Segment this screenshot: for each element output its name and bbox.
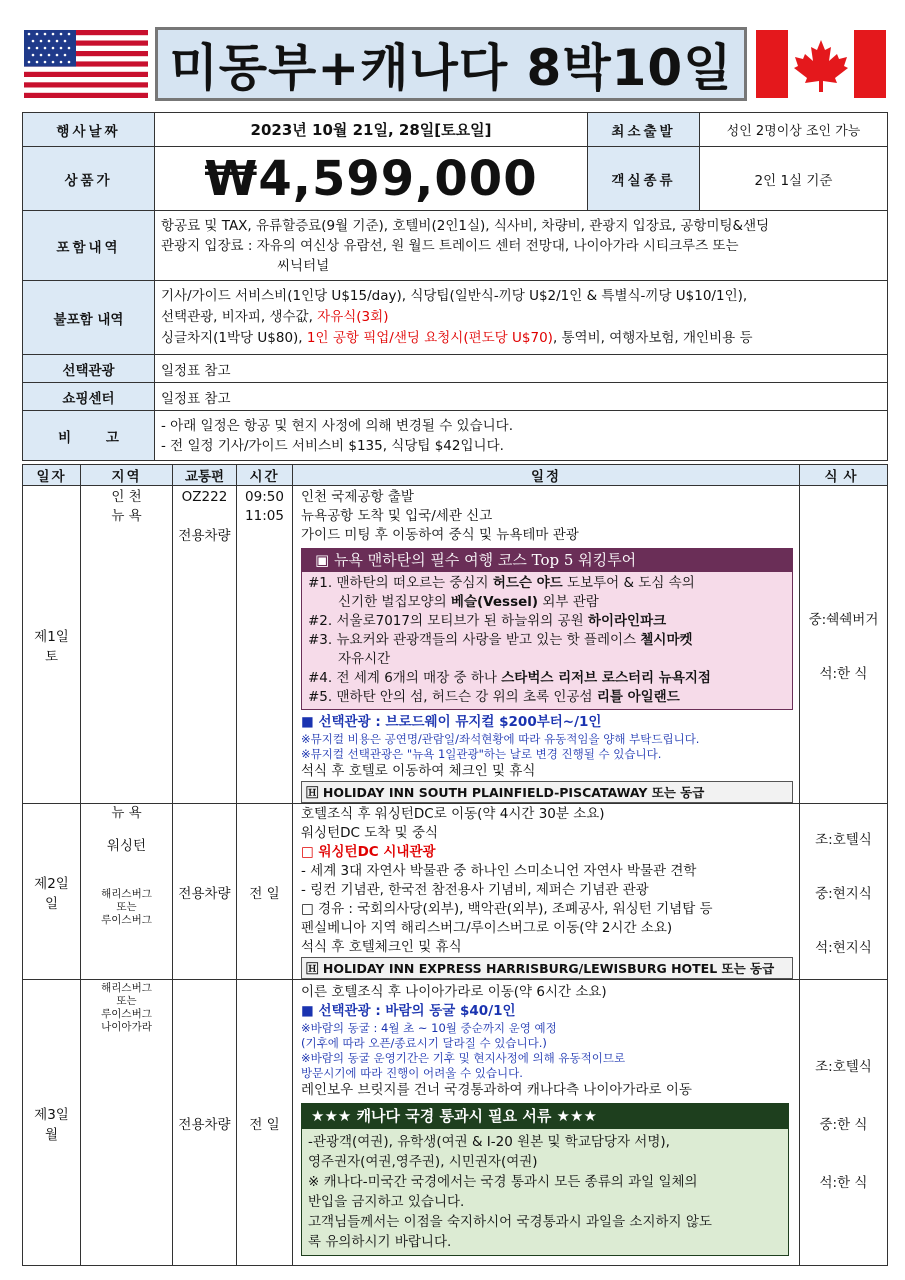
note-line: - 아래 일정은 항공 및 현지 사정에 의해 변경될 수 있습니다. <box>161 417 514 434</box>
day-row <box>23 486 888 804</box>
tour-item <box>308 669 786 688</box>
tour-text: #1. 맨하탄의 떠오르는 중심지 <box>308 575 493 591</box>
flight-number: OZ222 <box>181 489 228 505</box>
tour-item: 자유시간 <box>338 651 391 667</box>
excluded-highlight: 자유식(3회) <box>317 309 389 325</box>
included-line: 관광지 입장료 : 자유의 여신상 유람선, 원 월드 트레이드 센터 전망대, 나이아가라 시티크루즈 또는 <box>161 237 739 254</box>
day-row <box>23 804 888 980</box>
included-line: 씨닉터널 <box>277 257 330 274</box>
tour-text: #5. 맨하탄 안의 섬, 허드슨 강 위의 초록 인공섬 <box>308 689 597 705</box>
itinerary-line: 이른 호텔조식 후 나이아가라로 이동(약 6시간 소요) <box>301 984 607 1000</box>
schedule-table <box>22 464 888 1266</box>
time-cell <box>237 804 293 980</box>
small-note: ※뮤지컬 선택관광은 "뉴욕 1일관광"하는 날로 변경 진행될 수 있습니다. <box>301 747 662 761</box>
region-small: 루이스버그 <box>101 1008 152 1020</box>
excluded-text: 선택관광, 비자피, 생수값, <box>161 309 318 325</box>
meal: 중:쉑쉑버거 <box>808 611 879 628</box>
product-info-table <box>22 112 888 461</box>
small-note: 방문시기에 따라 진행이 어려울 수 있습니다. <box>301 1066 523 1080</box>
excluded-content <box>155 281 888 355</box>
border-documents-title: ★★★ 캐나다 국경 통과시 필요 서류 ★★★ <box>301 1103 789 1128</box>
region-cell <box>81 486 173 804</box>
itinerary-line: 뉴욕공항 도착 및 입국/세관 신고 <box>301 508 493 524</box>
excluded-line: 기사/가이드 서비스비(1인당 U$15/day), 식당팁(일반식-끼당 U$2/1인 & 특별식-끼당 U$10/1인), <box>161 288 748 304</box>
note-line: - 전 일정 기사/가이드 서비스비 $135, 식당팁 $42입니다. <box>161 437 504 454</box>
region-small: 또는 <box>116 995 137 1007</box>
header-day: 일자 <box>23 465 81 486</box>
included-label: 포함내역 <box>23 211 155 281</box>
meal: 석:한 식 <box>819 1174 868 1191</box>
itinerary-line: - 세계 3대 자연사 박물관 중 하나인 스미소니언 자연사 박물관 견학 <box>301 863 697 879</box>
excluded-line <box>161 328 881 349</box>
itinerary-line: - 링컨 기념관, 한국전 참전용사 기념비, 제퍼슨 기념관 관광 <box>301 882 649 898</box>
walking-tour-title: ▣ 뉴욕 맨하탄의 필수 여행 코스 Top 5 워킹투어 <box>301 548 793 571</box>
header <box>0 0 905 110</box>
small-note: ※바람의 동굴 운영기간은 기후 및 현지사정에 의해 유동적이므로 <box>301 1051 626 1065</box>
documents-line: -관광객(여권), 유학생(여권 & I-20 원본 및 학교담당자 서명), <box>308 1134 670 1150</box>
transport: 전용차량 <box>178 1116 231 1133</box>
page-title: 미동부+캐나다 8박10일 <box>169 39 733 97</box>
tour-text: #4. 전 세계 6개의 매장 중 하나 <box>308 670 502 686</box>
min-departure-label: 최소출발 <box>588 113 700 147</box>
transport-cell <box>173 980 237 1266</box>
itinerary-line: 석식 후 호텔체크인 및 휴식 <box>301 939 462 955</box>
documents-line: 반입을 금지하고 있습니다. <box>308 1194 465 1210</box>
meal: 석:현지식 <box>815 939 872 956</box>
title-banner <box>155 27 747 101</box>
documents-line: ※ 캐나다-미국간 국경에서는 국경 통과시 모든 종류의 과일 일체의 <box>308 1174 698 1190</box>
day-number: 제3일 <box>34 1106 69 1123</box>
canada-flag-icon <box>756 30 886 98</box>
shopping-label: 쇼핑센터 <box>23 383 155 411</box>
tour-highlight: 허드슨 야드 <box>492 575 563 591</box>
note-label: 비 고 <box>23 411 155 461</box>
tour-highlight: 하이라인파크 <box>587 613 667 629</box>
documents-line: 고객님들께서는 이점을 숙지하시어 국경통과시 과일을 소지하지 않도 <box>308 1214 712 1230</box>
optional-tour: ■ 선택관광 : 바람의 동굴 $40/1인 <box>301 1003 516 1019</box>
region: 뉴 욕 <box>111 508 142 524</box>
region-small: 나이아가라 <box>101 1021 152 1033</box>
shopping-value: 일정표 참고 <box>155 383 888 411</box>
region: 워싱턴 <box>106 838 147 854</box>
min-departure-value: 성인 2명이상 조인 가능 <box>700 113 888 147</box>
small-note: ※바람의 동굴 : 4월 초 ~ 10월 중순까지 운영 예정 <box>301 1021 557 1035</box>
excluded-highlight: 1인 공항 픽업/샌딩 요청시(편도당 U$70) <box>306 330 553 346</box>
optional-tour-label: 선택관광 <box>23 355 155 383</box>
region-small: 해리스버그 <box>101 982 152 994</box>
excluded-label: 불포함 내역 <box>23 281 155 355</box>
itinerary-line: 석식 후 호텔로 이동하여 체크인 및 휴식 <box>301 763 536 779</box>
itinerary-line: □ 경유 : 국회의사당(외부), 백악관(외부), 조폐공사, 워싱턴 기념탑 등 <box>301 901 713 917</box>
time-cell <box>237 486 293 804</box>
included-content <box>155 211 888 281</box>
itinerary-line: 호텔조식 후 워싱턴DC로 이동(약 4시간 30분 소요) <box>301 806 605 822</box>
day-weekday: 토 <box>44 648 59 665</box>
itinerary-line: 인천 국제공항 출발 <box>301 489 414 505</box>
city-tour-title: □ 워싱턴DC 시내관광 <box>301 844 436 860</box>
region: 인 천 <box>111 489 142 505</box>
region-small: 또는 <box>116 901 137 913</box>
header-itinerary: 일정 <box>293 465 800 486</box>
meal: 조:호텔식 <box>815 831 872 848</box>
room-type-label: 객실종류 <box>588 147 700 211</box>
room-type-value: 2인 1실 기준 <box>700 147 888 211</box>
date-value: 2023년 10월 21일, 28일[토요일] <box>155 113 588 147</box>
day-cell <box>23 980 81 1266</box>
hotel-info: 🄷 HOLIDAY INN SOUTH PLAINFIELD-PISCATAWAY 또는 동급 <box>301 781 793 803</box>
meal: 중:한 식 <box>819 1116 868 1133</box>
schedule-header <box>23 465 888 486</box>
date-label: 행사날짜 <box>23 113 155 147</box>
tour-item <box>308 574 786 593</box>
transport-cell <box>173 486 237 804</box>
itinerary-line: 가이드 미팅 후 이동하여 중식 및 뉴욕테마 관광 <box>301 527 579 543</box>
time: 전 일 <box>249 885 280 902</box>
region-small: 해리스버그 <box>101 888 152 900</box>
price-cell <box>155 147 588 211</box>
meal-cell <box>800 486 888 804</box>
meal-cell <box>800 804 888 980</box>
documents-line: 영주권자(여권,영주권), 시민권자(여권) <box>308 1154 538 1170</box>
tour-highlight: 첼시마켓 <box>640 632 693 648</box>
day-number: 제2일 <box>34 875 69 892</box>
region: 뉴 욕 <box>111 805 142 821</box>
tour-highlight: 베슬(Vessel) <box>450 594 539 610</box>
itinerary-cell <box>293 804 800 980</box>
time: 09:50 <box>245 489 284 505</box>
tour-text: #3. 뉴요커와 관광객들의 사랑을 받고 있는 핫 플레이스 <box>308 632 641 648</box>
itinerary-line: 워싱턴DC 도착 및 중식 <box>301 825 439 841</box>
region-cell <box>81 804 173 980</box>
price-label: 상품가 <box>23 147 155 211</box>
itinerary-cell <box>293 486 800 804</box>
small-note: (기후에 따라 오픈/종료시기 달라질 수 있습니다.) <box>301 1036 547 1050</box>
header-transport: 교통편 <box>173 465 237 486</box>
tour-item: 신기한 벌집모양의 베슬(Vessel) 외부 관람 <box>338 594 599 610</box>
region-small: 루이스버그 <box>101 914 152 926</box>
itinerary-line: 레인보우 브릿지를 건너 국경통과하여 캐나다측 나이아가라로 이동 <box>301 1082 692 1098</box>
tour-item <box>308 631 786 650</box>
meal: 조:호텔식 <box>815 1058 872 1075</box>
hotel-info: 🄷 HOLIDAY INN EXPRESS HARRISBURG/LEWISBURG HOTEL 또는 동급 <box>301 957 793 979</box>
day-cell <box>23 486 81 804</box>
itinerary-cell <box>293 980 800 1266</box>
transport: 전용차량 <box>178 528 231 544</box>
tour-item <box>308 612 786 631</box>
excluded-text: , 통역비, 여행자보험, 개인비용 등 <box>552 330 753 346</box>
day-number: 제1일 <box>34 628 69 645</box>
optional-tour-value: 일정표 참고 <box>155 355 888 383</box>
tour-text: #2. 서울로7017의 모티브가 된 하늘위의 공원 <box>308 613 588 629</box>
border-documents-content <box>301 1128 789 1256</box>
time: 전 일 <box>249 1116 280 1133</box>
small-note: ※뮤지컬 비용은 공연명/관람일/좌석현황에 따라 유동적임을 양해 부탁드립니다. <box>301 732 700 746</box>
excluded-text: 싱글차지(1박당 U$80), <box>161 330 307 346</box>
itinerary-line: 펜실베니아 지역 해리스버그/루이스버그로 이동(약 2시간 소요) <box>301 920 673 936</box>
us-flag-icon <box>24 30 148 98</box>
optional-tour: ■ 선택관광 : 브로드웨이 뮤지컬 $200부터~/1인 <box>301 714 602 730</box>
meal: 석:한 식 <box>819 665 868 682</box>
documents-line: 록 유의하시기 바랍니다. <box>308 1234 452 1250</box>
tour-highlight: 스타벅스 리저브 로스터리 뉴욕지점 <box>501 670 711 686</box>
price-value: ₩4,599,000 <box>204 150 538 207</box>
region-cell <box>81 980 173 1266</box>
tour-item <box>308 688 786 707</box>
header-region: 지역 <box>81 465 173 486</box>
header-meals: 식사 <box>800 465 888 486</box>
day-cell <box>23 804 81 980</box>
day-weekday: 일 <box>44 895 59 912</box>
day-weekday: 월 <box>44 1126 59 1143</box>
tour-text: 도보투어 & 도심 속의 <box>562 575 695 591</box>
time: 11:05 <box>245 508 284 524</box>
meal-cell <box>800 980 888 1266</box>
walking-tour-box <box>301 548 793 710</box>
transport-cell <box>173 804 237 980</box>
time-cell <box>237 980 293 1266</box>
tour-highlight: 리틀 아일랜드 <box>596 689 680 705</box>
transport: 전용차량 <box>178 885 231 902</box>
excluded-line <box>161 307 881 328</box>
day-row <box>23 980 888 1266</box>
included-line: 항공료 및 TAX, 유류할증료(9월 기준), 호텔비(2인1실), 식사비, 차량비, 관광지 입장료, 공항미팅&샌딩 <box>161 217 770 234</box>
meal: 중:현지식 <box>815 885 872 902</box>
note-content <box>155 411 888 461</box>
header-time: 시간 <box>237 465 293 486</box>
walking-tour-list <box>301 571 793 710</box>
border-documents-box <box>301 1103 789 1256</box>
